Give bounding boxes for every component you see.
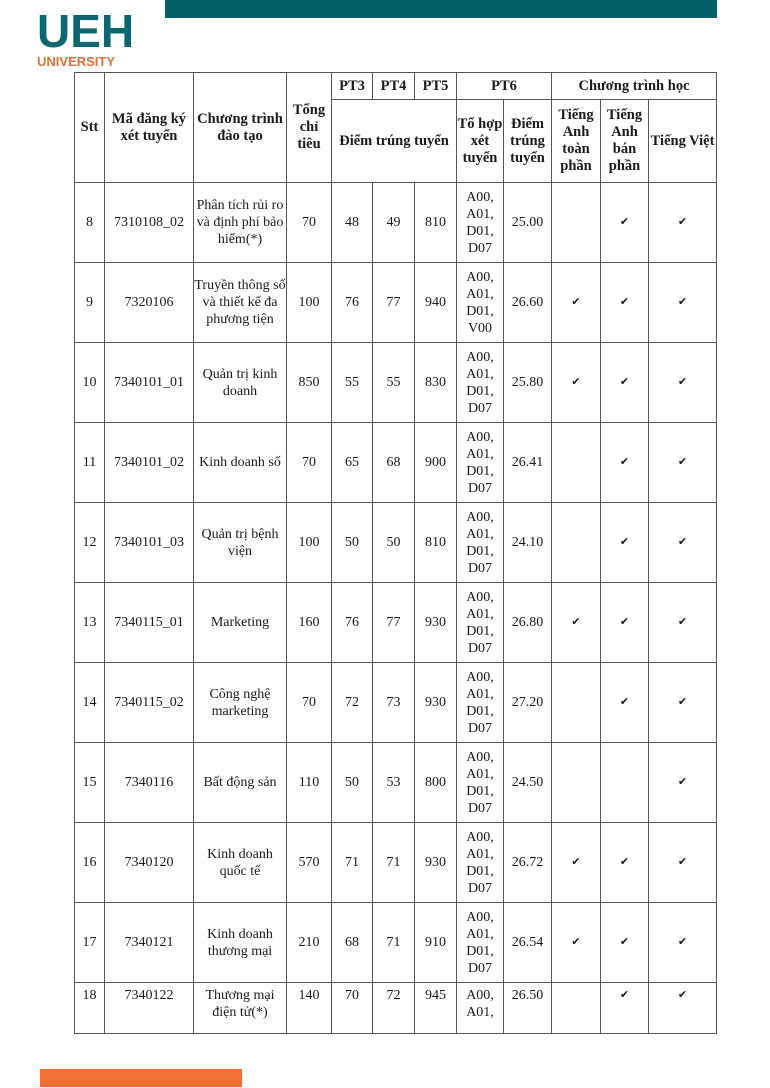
- cell-code: 7340116: [105, 743, 194, 823]
- cell-english-partial: [601, 263, 649, 343]
- checkmark-icon: ✔: [571, 856, 581, 868]
- checkmark-icon: ✔: [571, 296, 581, 308]
- combo-code: A00,: [466, 349, 494, 365]
- cell-english-partial: [601, 983, 649, 1034]
- cell-english-full: [552, 183, 601, 263]
- cell-english-partial: [601, 583, 649, 663]
- table-body: [75, 183, 717, 1034]
- cell-pt4: 53: [373, 743, 415, 823]
- cell-combo: [457, 583, 504, 663]
- cell-pt5: 900: [415, 423, 457, 503]
- cell-english-partial: [601, 743, 649, 823]
- checkmark-icon: ✔: [677, 616, 688, 628]
- checkmark-icon: ✔: [677, 456, 688, 468]
- cell-code: 7340101_01: [105, 343, 194, 423]
- checkmark-icon: ✔: [619, 856, 630, 868]
- cell-english-full: [552, 663, 601, 743]
- cell-pt5: 830: [415, 343, 457, 423]
- header-english-partial: Tiếng Anh bán phần: [601, 100, 649, 183]
- cell-program: Thương mại điện tử(*): [194, 983, 287, 1034]
- combo-code: A00,: [466, 429, 494, 445]
- header-code: Mã đăng ký xét tuyển: [105, 73, 194, 183]
- table-row: [75, 503, 717, 583]
- table-row: [75, 423, 717, 503]
- combo-code: A01,: [466, 926, 494, 942]
- cell-english-partial: [601, 343, 649, 423]
- header-program: Chương trình đào tạo: [194, 73, 287, 183]
- checkmark-icon: ✔: [619, 376, 630, 388]
- cell-pt3: 76: [332, 583, 373, 663]
- combo-code: D07: [467, 880, 493, 896]
- cell-pt3: 50: [332, 503, 373, 583]
- checkmark-icon: ✔: [619, 536, 630, 548]
- cell-pt6-score: 27.20: [504, 663, 552, 743]
- cell-code: 7310108_02: [105, 183, 194, 263]
- cell-stt: 15: [75, 743, 105, 823]
- cell-pt4: 77: [373, 583, 415, 663]
- cell-pt3: 70: [332, 983, 373, 1034]
- cell-code: 7340122: [105, 983, 194, 1034]
- checkmark-icon: ✔: [677, 536, 688, 548]
- cell-program: Kinh doanh quốc tế: [194, 823, 287, 903]
- combo-code: A01,: [466, 686, 494, 702]
- cell-stt: 12: [75, 503, 105, 583]
- cell-english-partial: [601, 663, 649, 743]
- checkmark-icon: ✔: [619, 296, 630, 308]
- admission-scores-table: [74, 72, 717, 1034]
- logo-wordmark: UEH: [37, 5, 135, 57]
- table-row: [75, 903, 717, 983]
- cell-program: Quản trị kinh doanh: [194, 343, 287, 423]
- cell-english-full: [552, 423, 601, 503]
- header-english-full: Tiếng Anh toàn phần: [552, 100, 601, 183]
- cell-pt5: 930: [415, 663, 457, 743]
- combo-code: A01,: [466, 286, 494, 302]
- cell-program: Công nghệ marketing: [194, 663, 287, 743]
- cell-pt4: 49: [373, 183, 415, 263]
- combo-code: D07: [467, 800, 493, 816]
- cell-stt: 17: [75, 903, 105, 983]
- cell-code: 7340101_03: [105, 503, 194, 583]
- combo-code: D07: [467, 480, 493, 496]
- cell-pt3: 71: [332, 823, 373, 903]
- table-row: [75, 263, 717, 343]
- checkmark-icon: ✔: [571, 936, 581, 948]
- cell-combo: [457, 983, 504, 1034]
- cell-pt6-score: 25.80: [504, 343, 552, 423]
- cell-english-full: [552, 343, 601, 423]
- table-row: [75, 743, 717, 823]
- combo-code: A01,: [466, 526, 494, 542]
- checkmark-icon: ✔: [677, 856, 688, 868]
- combo-code: A00,: [466, 909, 494, 925]
- checkmark-icon: ✔: [677, 696, 688, 708]
- combo-code: A00,: [466, 669, 494, 685]
- cell-pt4: 55: [373, 343, 415, 423]
- cell-vietnamese: [649, 743, 717, 823]
- combo-code: A01,: [466, 606, 494, 622]
- cell-combo: [457, 743, 504, 823]
- combo-code: D01,: [466, 383, 494, 399]
- cell-pt5: 940: [415, 263, 457, 343]
- checkmark-icon: ✔: [619, 216, 630, 228]
- combo-code: D01,: [466, 703, 494, 719]
- table-row: [75, 343, 717, 423]
- cell-code: 7340115_01: [105, 583, 194, 663]
- combo-code: V00: [467, 320, 493, 336]
- combo-code: D07: [467, 640, 493, 656]
- cell-combo: [457, 903, 504, 983]
- cell-program: Truyền thông số và thiết kế đa phương tiện: [194, 263, 287, 343]
- cell-pt6-score: 26.80: [504, 583, 552, 663]
- combo-code: D07: [467, 560, 493, 576]
- cell-pt3: 72: [332, 663, 373, 743]
- cell-quota: 210: [287, 903, 332, 983]
- combo-code: A01,: [466, 766, 494, 782]
- cell-quota: 100: [287, 263, 332, 343]
- checkmark-icon: ✔: [677, 776, 688, 788]
- cell-vietnamese: [649, 983, 717, 1034]
- checkmark-icon: ✔: [619, 936, 630, 948]
- header-score-group: Điểm trúng tuyển: [332, 100, 457, 183]
- cell-pt4: 68: [373, 423, 415, 503]
- cell-quota: 160: [287, 583, 332, 663]
- checkmark-icon: ✔: [677, 989, 688, 1001]
- cell-combo: [457, 503, 504, 583]
- cell-pt6-score: 26.41: [504, 423, 552, 503]
- cell-stt: 9: [75, 263, 105, 343]
- cell-pt6-score: 26.72: [504, 823, 552, 903]
- cell-english-partial: [601, 903, 649, 983]
- cell-pt3: 76: [332, 263, 373, 343]
- checkmark-icon: ✔: [619, 616, 630, 628]
- cell-english-partial: [601, 823, 649, 903]
- header-pt6: PT6: [457, 73, 552, 100]
- combo-code: A01,: [466, 366, 494, 382]
- cell-english-partial: [601, 503, 649, 583]
- cell-pt3: 50: [332, 743, 373, 823]
- cell-quota: 140: [287, 983, 332, 1034]
- cell-quota: 850: [287, 343, 332, 423]
- cell-english-full: [552, 263, 601, 343]
- combo-code: D01,: [466, 623, 494, 639]
- cell-code: 7320106: [105, 263, 194, 343]
- combo-code: D01,: [466, 943, 494, 959]
- cell-program: Quản trị bệnh viện: [194, 503, 287, 583]
- checkmark-icon: ✔: [677, 936, 688, 948]
- cell-vietnamese: [649, 343, 717, 423]
- cell-english-full: [552, 903, 601, 983]
- header-stt: Stt: [75, 73, 105, 183]
- cell-stt: 18: [75, 983, 105, 1034]
- cell-pt5: 810: [415, 503, 457, 583]
- table-row: [75, 663, 717, 743]
- cell-pt3: 68: [332, 903, 373, 983]
- cell-combo: [457, 663, 504, 743]
- cell-pt6-score: 24.50: [504, 743, 552, 823]
- cell-program: Kinh doanh số: [194, 423, 287, 503]
- combo-code: A00,: [466, 829, 494, 845]
- combo-code: A00,: [466, 509, 494, 525]
- logo-subtext: UNIVERSITY: [37, 54, 116, 69]
- checkmark-icon: ✔: [677, 216, 688, 228]
- cell-quota: 110: [287, 743, 332, 823]
- cell-program: Marketing: [194, 583, 287, 663]
- cell-pt5: 910: [415, 903, 457, 983]
- checkmark-icon: ✔: [619, 456, 630, 468]
- header-quota: Tổng chỉ tiêu: [287, 73, 332, 183]
- cell-quota: 70: [287, 183, 332, 263]
- cell-pt3: 48: [332, 183, 373, 263]
- combo-code: A01,: [466, 446, 494, 462]
- combo-code: D07: [467, 240, 493, 256]
- table-row: [75, 823, 717, 903]
- cell-english-full: [552, 743, 601, 823]
- cell-vietnamese: [649, 823, 717, 903]
- cell-stt: 13: [75, 583, 105, 663]
- cell-vietnamese: [649, 503, 717, 583]
- table-row: [75, 983, 717, 1034]
- combo-code: A00,: [466, 189, 494, 205]
- cell-pt5: 930: [415, 583, 457, 663]
- combo-code: D01,: [466, 303, 494, 319]
- cell-combo: [457, 183, 504, 263]
- combo-code: A01,: [466, 1005, 494, 1020]
- cell-english-partial: [601, 423, 649, 503]
- combo-code: D07: [467, 400, 493, 416]
- combo-code: D01,: [466, 863, 494, 879]
- cell-stt: 14: [75, 663, 105, 743]
- cell-vietnamese: [649, 583, 717, 663]
- checkmark-icon: ✔: [619, 989, 630, 1001]
- cell-vietnamese: [649, 183, 717, 263]
- combo-code: D01,: [466, 783, 494, 799]
- checkmark-icon: ✔: [571, 616, 581, 628]
- header-pt6-score: Điểm trúng tuyển: [504, 100, 552, 183]
- combo-code: A00,: [466, 269, 494, 285]
- cell-combo: [457, 423, 504, 503]
- checkmark-icon: ✔: [677, 376, 688, 388]
- cell-pt6-score: 26.54: [504, 903, 552, 983]
- combo-code: A01,: [466, 206, 494, 222]
- table-row: [75, 183, 717, 263]
- checkmark-icon: ✔: [571, 376, 581, 388]
- cell-pt4: 71: [373, 903, 415, 983]
- cell-pt4: 50: [373, 503, 415, 583]
- cell-combo: [457, 343, 504, 423]
- cell-combo: [457, 263, 504, 343]
- combo-code: A00,: [466, 749, 494, 765]
- cell-pt3: 65: [332, 423, 373, 503]
- cell-pt4: 73: [373, 663, 415, 743]
- cell-pt3: 55: [332, 343, 373, 423]
- cell-pt5: 945: [415, 983, 457, 1034]
- cell-stt: 8: [75, 183, 105, 263]
- combo-code: D01,: [466, 543, 494, 559]
- header-pt4: PT4: [373, 73, 415, 100]
- header-combo: Tổ hợp xét tuyển: [457, 100, 504, 183]
- cell-program: Phân tích rủi ro và định phí bảo hiểm(*): [194, 183, 287, 263]
- cell-english-full: [552, 983, 601, 1034]
- cell-code: 7340115_02: [105, 663, 194, 743]
- header-pt5: PT5: [415, 73, 457, 100]
- cell-pt6-score: 26.60: [504, 263, 552, 343]
- cell-combo: [457, 823, 504, 903]
- combo-code: D07: [467, 720, 493, 736]
- combo-code: D01,: [466, 223, 494, 239]
- combo-code: D07: [467, 960, 493, 976]
- cell-stt: 11: [75, 423, 105, 503]
- cell-stt: 10: [75, 343, 105, 423]
- cell-vietnamese: [649, 663, 717, 743]
- cell-pt5: 810: [415, 183, 457, 263]
- cell-pt5: 800: [415, 743, 457, 823]
- cell-program: Kinh doanh thương mại: [194, 903, 287, 983]
- footer-accent-bar: [40, 1069, 242, 1087]
- cell-pt4: 71: [373, 823, 415, 903]
- cell-vietnamese: [649, 263, 717, 343]
- combo-code: A01,: [466, 846, 494, 862]
- cell-program: Bất động sản: [194, 743, 287, 823]
- combo-code: A00,: [466, 589, 494, 605]
- cell-stt: 16: [75, 823, 105, 903]
- cell-code: 7340101_02: [105, 423, 194, 503]
- cell-english-full: [552, 583, 601, 663]
- cell-pt4: 77: [373, 263, 415, 343]
- cell-code: 7340120: [105, 823, 194, 903]
- cell-quota: 570: [287, 823, 332, 903]
- cell-pt6-score: 24.10: [504, 503, 552, 583]
- cell-vietnamese: [649, 903, 717, 983]
- combo-code: A00,: [466, 988, 494, 1003]
- header-study-program: Chương trình học: [552, 73, 717, 100]
- header-row-top: [75, 73, 717, 100]
- cell-quota: 100: [287, 503, 332, 583]
- cell-pt6-score: 25.00: [504, 183, 552, 263]
- cell-english-full: [552, 823, 601, 903]
- cell-pt4: 72: [373, 983, 415, 1034]
- checkmark-icon: ✔: [619, 696, 630, 708]
- cell-english-partial: [601, 183, 649, 263]
- header-accent-bar: [165, 0, 717, 18]
- cell-vietnamese: [649, 423, 717, 503]
- table-row: [75, 583, 717, 663]
- combo-code: D01,: [466, 463, 494, 479]
- header-vietnamese: Tiếng Việt: [649, 100, 717, 183]
- header-pt3: PT3: [332, 73, 373, 100]
- cell-english-full: [552, 503, 601, 583]
- cell-quota: 70: [287, 663, 332, 743]
- cell-pt6-score: 26.50: [504, 983, 552, 1034]
- checkmark-icon: ✔: [677, 296, 688, 308]
- cell-pt5: 930: [415, 823, 457, 903]
- cell-quota: 70: [287, 423, 332, 503]
- cell-code: 7340121: [105, 903, 194, 983]
